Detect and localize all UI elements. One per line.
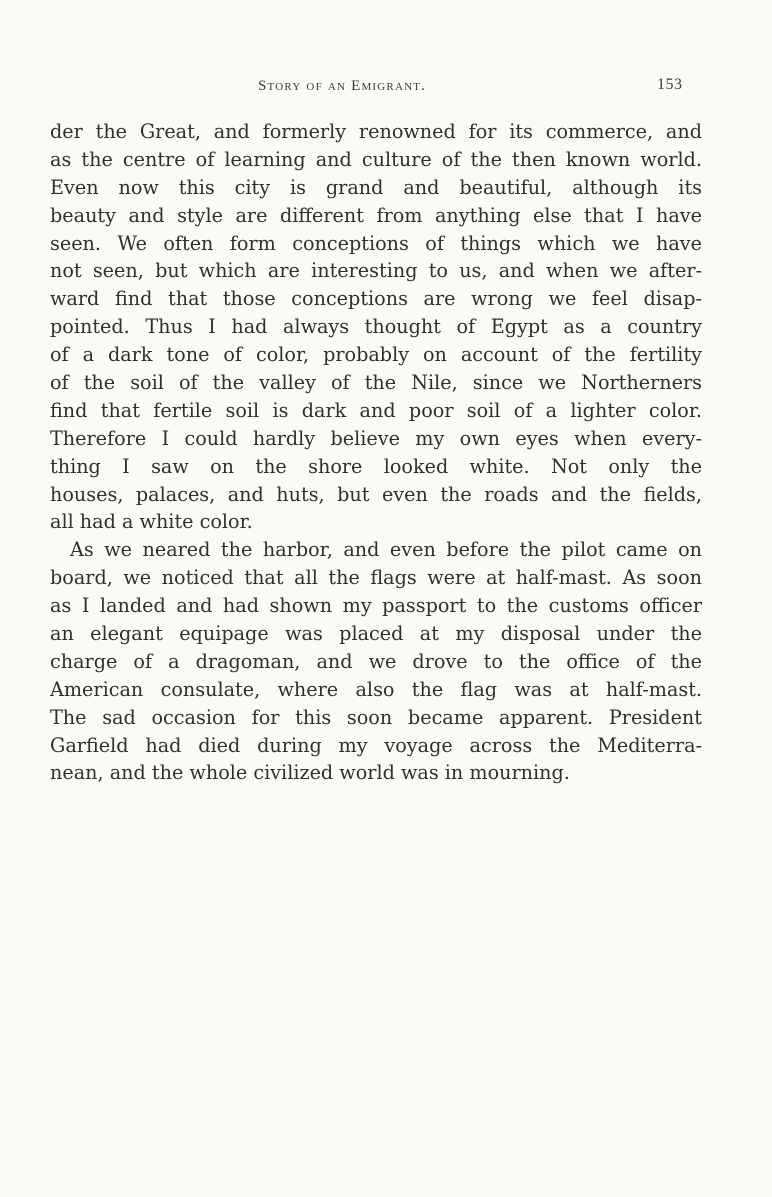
text-line: American consulate, where also the flag was at half-mast. [50,677,702,701]
text-line: Therefore I could hardly believe my own eyes when every- [50,426,702,450]
text-line: beauty and style are different from anything else that I have [50,203,702,227]
text-line: charge of a dragoman, and we drove to the office of the [50,649,702,673]
text-line: Garfield had died during my voyage across the Mediterra- [50,733,702,757]
paragraph-end-line: nean, and the whole civilized world was in mourning. [50,761,570,785]
text-line: The sad occasion for this soon became apparent. President [50,705,702,729]
text-line: of the soil of the valley of the Nile, since we Northerners [50,371,702,395]
text-line: der the Great, and formerly renowned for its commerce, and [50,120,702,143]
text-line: not seen, but which are interesting to us, and when we after- [50,259,702,283]
text-line: ward find that those conceptions are wrong we feel disap- [50,287,702,311]
text-line: of a dark tone of color, probably on account of the fertility [50,343,702,367]
text-line: find that fertile soil is dark and poor soil of a lighter color. [50,398,702,422]
text-line: seen. We often form conceptions of things which we have [50,231,702,255]
text-line: houses, palaces, and huts, but even the roads and the fields, [50,482,702,506]
text-line: as the centre of learning and culture of the then known world. [50,147,702,171]
running-title: Story of an Emigrant. [258,78,427,94]
body-text [50,118,702,787]
text-line: an elegant equipage was placed at my disposal under the [50,622,702,646]
paragraph-end-line: all had a white color. [50,510,253,534]
text-line: board, we noticed that all the flags were at half-mast. As soon [50,566,702,590]
text-line: as I landed and had shown my passport to the customs officer [50,594,702,618]
text-line: pointed. Thus I had always thought of Egypt as a country [50,315,702,339]
paragraph-start-line: As we neared the harbor, and even before the pilot came on [70,538,702,562]
text-line: thing I saw on the shore looked white. Not only the [50,454,702,478]
page-number: 153 [657,76,683,93]
text-line: Even now this city is grand and beautiful, although its [50,175,702,199]
